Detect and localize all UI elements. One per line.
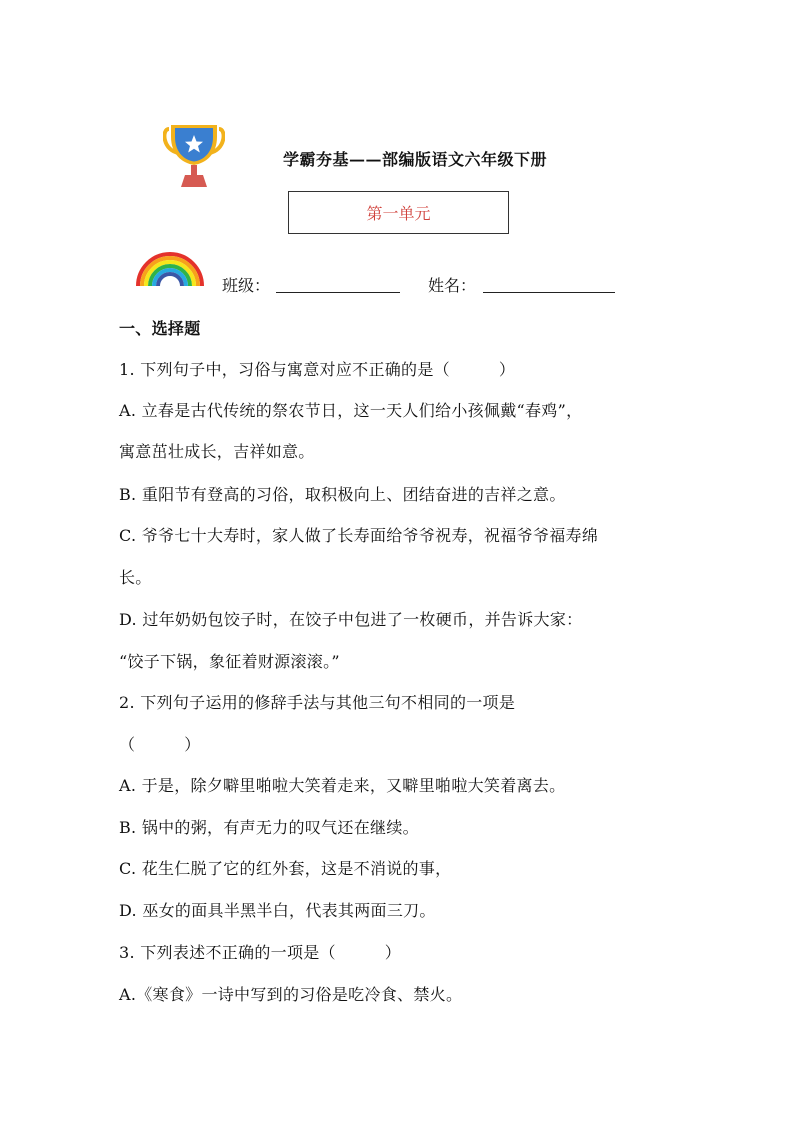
rainbow-icon [134,246,206,288]
question-line: 寓意茁壮成长，吉祥如意。 [119,442,315,461]
question-line: D. 过年奶奶包饺子时，在饺子中包进了一枚硬币，并告诉大家： [119,610,583,629]
question-line: 长。 [119,568,152,587]
unit-label: 第一单元 [366,204,431,223]
class-label: 班级： [222,276,271,295]
trophy-icon [163,123,225,189]
question-line: A. 于是，除夕噼里啪啦大笑着走来，又噼里啪啦大笑着离去。 [119,776,566,795]
answer-blank: （ ） [119,735,201,754]
question-line: D. 巫女的面具半黑半白，代表其两面三刀。 [119,901,436,920]
class-blank [276,292,400,293]
unit-box [288,191,509,234]
document-title: 学霸夯基——部编版语文六年级下册 [283,150,548,169]
question-line: B. 锅中的粥，有声无力的叹气还在继续。 [119,818,419,837]
question-line: B. 重阳节有登高的习俗，取积极向上、团结奋进的吉祥之意。 [119,485,566,504]
question-line: A.《寒食》一诗中写到的习俗是吃冷食、禁火。 [119,985,463,1004]
question-line: “饺子下锅，象征着财源滚滚。” [119,652,340,671]
question-line: C. 爷爷七十大寿时，家人做了长寿面给爷爷祝寿，祝福爷爷福寿绵 [119,526,599,545]
name-label: 姓名： [428,276,477,295]
question-line: A. 立春是古代传统的祭农节日，这一天人们给小孩佩戴“春鸡”， [119,401,583,420]
name-blank [483,292,615,293]
question-line: 2. 下列句子运用的修辞手法与其他三句不相同的一项是 [119,693,516,712]
question-line: C. 花生仁脱了它的红外套，这是不消说的事， [119,859,452,878]
section-heading: 一、选择题 [119,319,201,338]
question-line: 1. 下列句子中，习俗与寓意对应不正确的是（ ） [119,360,516,379]
question-line: 3. 下列表述不正确的一项是（ ） [119,943,402,962]
